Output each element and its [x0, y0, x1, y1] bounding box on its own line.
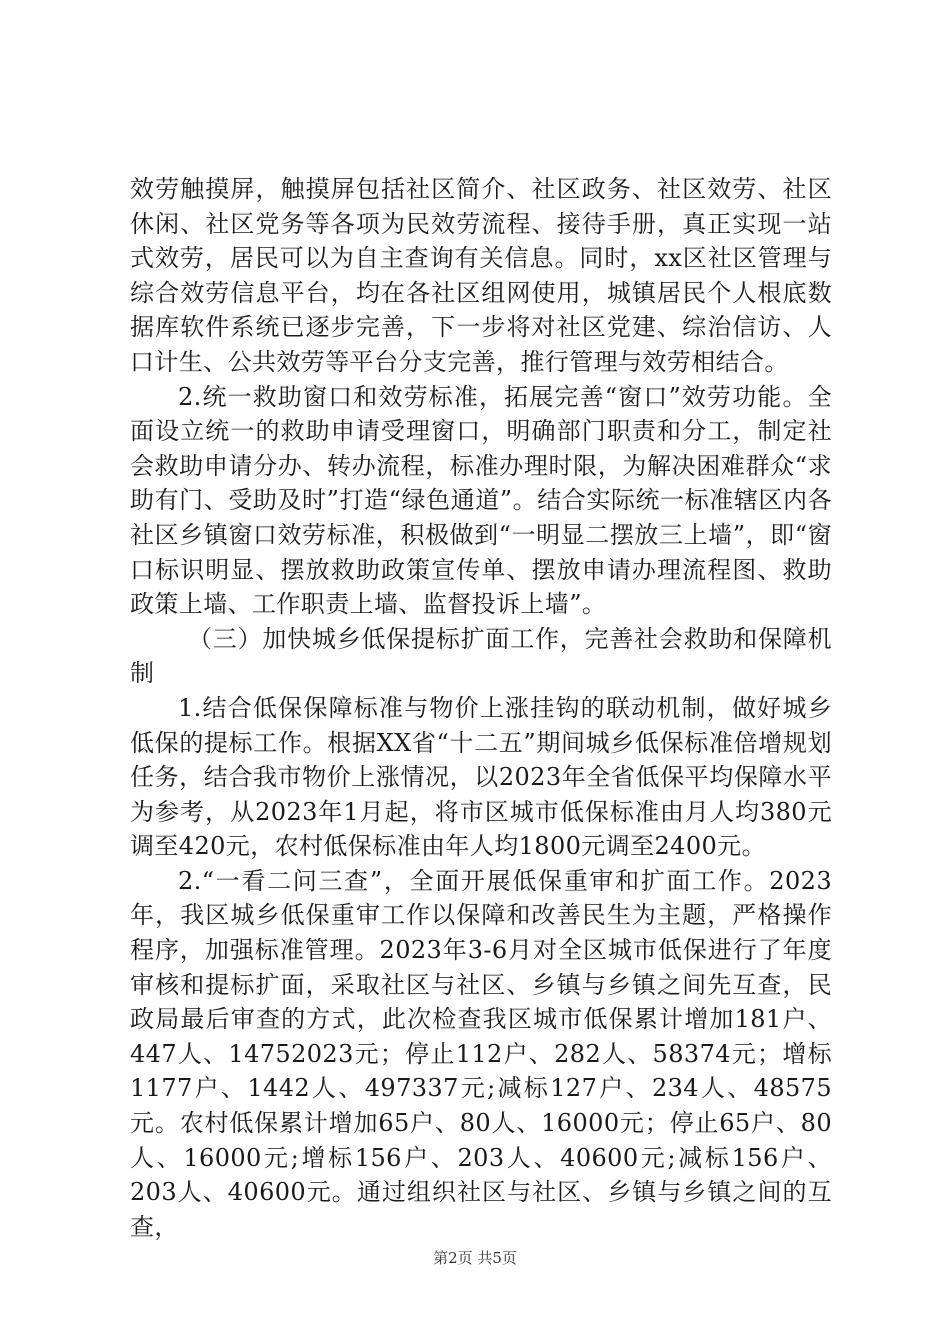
section-heading-3: （三）加快城乡低保提标扩面工作，完善社会救助和保障机制: [130, 624, 832, 688]
paragraph-unified-window: 2.统一救助窗口和效劳标准，拓展完善“窗口”效劳功能。全面设立统一的救助申请受理窗口，明确部门职责和分工，制定社会救助申请分办、转办流程，标准办理时限，为解决困难群众“求助有门、受助及时”打造“绿色通道”。结合实际统一标准辖区内各社区乡镇窗口效劳标准，积极做到“一明显二摆放三上墙”，即“窗口标识明显、摆放救助政策宣传单、摆放申请办理流程图、救助政策上墙、工作职责上墙、监督投诉上墙”。: [130, 382, 832, 619]
paragraph-service-touchscreen: 效劳触摸屏，触摸屏包括社区简介、社区政务、社区效劳、社区休闲、社区党务等各项为民效劳流程、接待手册，真正实现一站式效劳，居民可以为自主查询有关信息。同时，xx区社区管理与综合效劳信息平台，均在各社区组网使用，城镇居民个人根底数据库软件系统已逐步完善，下一步将对社区党建、综治信访、人口计生、公共效劳等平台分支完善，推行管理与效劳相结合。: [130, 175, 832, 376]
page-number-footer: 第2页 共5页: [433, 1249, 517, 1267]
paragraph-raise-standard: 1.结合低保保障标准与物价上涨挂钩的联动机制，做好城乡低保的提标工作。根据XX省“十二五”期间城乡低保标准倍增规划任务，结合我市物价上涨情况，以2023年全省低保平均保障水平为参考，从2023年1月起，将市区城市低保标准由月人均380元调至420元，农村低保标准由年人均1800元调至2400元。: [130, 693, 832, 861]
document-body: [130, 172, 832, 1244]
paragraph-review-expansion: 2.“一看二问三查”，全面开展低保重审和扩面工作。2023年，我区城乡低保重审工作以保障和改善民生为主题，严格操作程序，加强标准管理。2023年3-6月对全区城市低保进行了年度审核和提标扩面，采取社区与社区、乡镇与乡镇之间先互查，民政局最后审查的方式，此次检查我区城市低保累计增加181户、447人、14752023元；停止112户、282人、58374元；增标1177户、1442人、497337元;减标127户、234人、48575元。农村低保累计增加65户、80人、16000元；停止65户、80人、16000元;增标156户、203人、40600元;减标156户、203人、40600元。通过组织社区与社区、乡镇与乡镇之间的互查，: [130, 866, 832, 1241]
